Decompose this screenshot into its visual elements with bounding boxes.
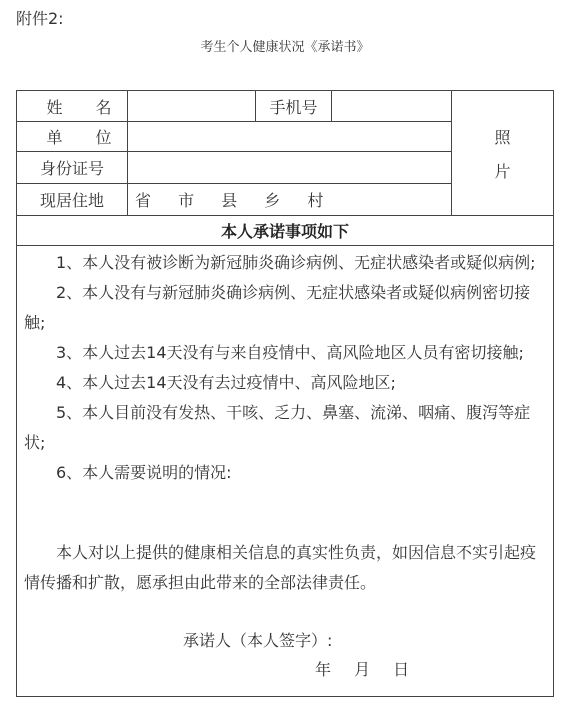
address-label: 现居住地 [39, 191, 104, 210]
photo-label [452, 125, 553, 182]
commitment-item: 2、本人没有与新冠肺炎确诊病例、无症状感染者或疑似病例密切接触; [24, 283, 531, 332]
id-number-label: 身份证号 [39, 159, 104, 178]
phone-label: 手机号 [269, 97, 318, 117]
attachment-label: 附件2: [16, 9, 64, 28]
name-label: 姓 名 [46, 97, 126, 117]
declaration-text: 本人对以上提供的健康相关信息的真实性负责，如因信息不实引起疫情传播和扩散，愿承担由此带来的全部法律责任。 [24, 543, 537, 592]
commitment-item: 4、本人过去14天没有去过疫情中、高风险地区; [56, 373, 396, 392]
unit-label: 单 位 [46, 128, 126, 147]
phone-field[interactable] [332, 91, 451, 121]
unit-field[interactable] [128, 122, 451, 151]
photo-label-char: 片 [494, 162, 511, 181]
commitment-item: 3、本人过去14天没有与来自疫情中、高风险地区人员有密切接触; [56, 343, 524, 362]
page-title: 考生个人健康状况《承诺书》 [200, 40, 370, 55]
name-field[interactable] [128, 91, 255, 121]
commitment-form [16, 90, 554, 697]
row-divider [17, 245, 553, 246]
signature-label: 承诺人（本人签字）: [183, 631, 333, 650]
commitment-heading: 本人承诺事项如下 [220, 222, 349, 241]
commitment-item: 1、本人没有被诊断为新冠肺炎确诊病例、无症状感染者或疑似病例; [56, 253, 536, 272]
signature-date: 年 月 日 [315, 660, 410, 679]
photo-label-char: 照 [494, 128, 511, 147]
commitment-item: 5、本人目前没有发热、干咳、乏力、鼻塞、流涕、咽痛、腹泻等症状; [24, 403, 531, 452]
address-field[interactable]: 省 市 县 乡 村 [135, 191, 324, 210]
id-number-field[interactable] [128, 152, 451, 183]
commitment-item: 6、本人需要说明的情况: [56, 463, 232, 482]
